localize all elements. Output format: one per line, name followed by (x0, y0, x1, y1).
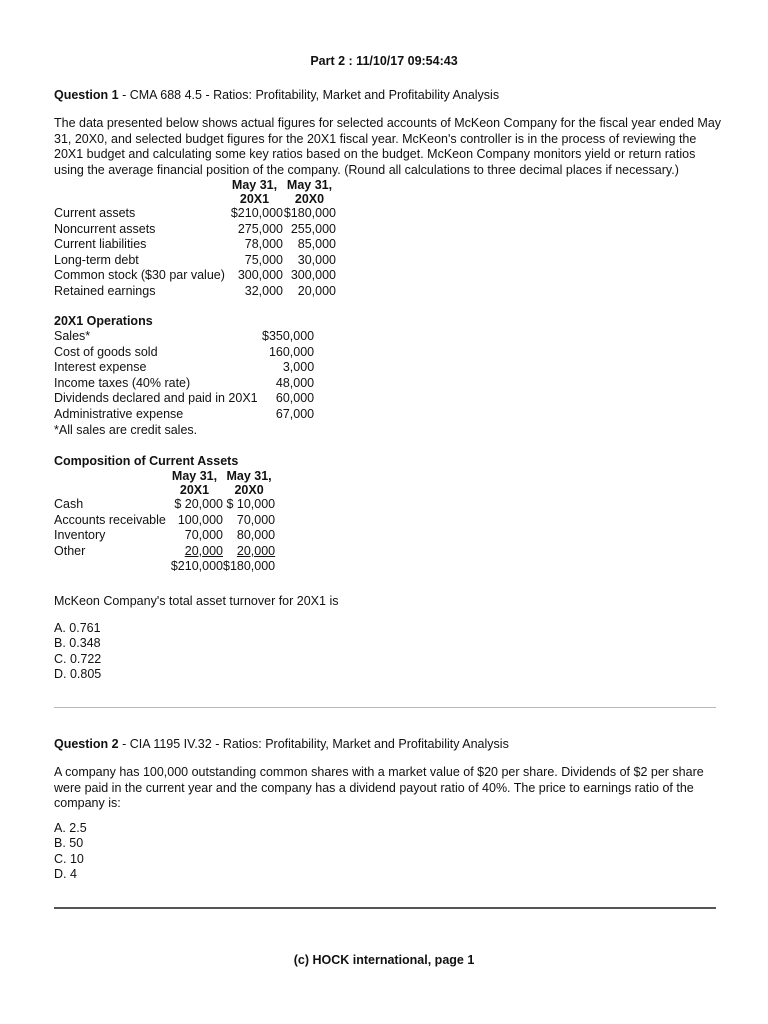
balance-col2-header-2: 20X0 (294, 192, 325, 206)
row-value-20x0: $ 10,000 (226, 497, 276, 511)
row-value: 67,000 (275, 406, 315, 421)
table-row (54, 376, 314, 392)
ops-title: 20X1 Operations (54, 314, 153, 328)
option-a: A. 0.761 (54, 621, 101, 635)
table-row (54, 237, 336, 253)
table-row (54, 528, 275, 544)
row-label: Cost of goods sold (54, 344, 158, 359)
row-label: Income taxes (40% rate) (54, 375, 191, 390)
table-row (54, 268, 336, 284)
total-20x0: $180,000 (223, 559, 276, 574)
row-value-20x0: 20,000 (297, 283, 336, 298)
row-label: Other (54, 543, 86, 558)
option-d: D. 0.805 (54, 667, 102, 682)
q2-source: - CIA 1195 IV.32 - Ratios: Profitability, Market and Profitability Analysis (118, 737, 509, 751)
table-row (54, 407, 314, 423)
table-row (54, 391, 314, 407)
row-value-20x0: 20,000 (236, 543, 276, 558)
table-row (54, 345, 314, 361)
row-label: Common stock ($30 par value) (54, 268, 225, 283)
table-row (54, 206, 336, 222)
row-value-20x0: 85,000 (297, 237, 336, 252)
balance-col1-header-2: 20X1 (239, 192, 270, 206)
total-20x1: $210,000 (170, 559, 223, 574)
q1-options (54, 621, 101, 683)
row-label: Long-term debt (54, 252, 139, 267)
balance-table (54, 178, 336, 300)
q2-label: Question 2 (54, 737, 119, 751)
row-label: Accounts receivable (54, 512, 166, 527)
q1-question: McKeon Company's total asset turnover for 20X1 is (54, 594, 339, 608)
row-label: Retained earnings (54, 283, 156, 298)
row-value: 3,000 (282, 360, 315, 375)
row-value-20x0: $180,000 (283, 206, 336, 220)
row-value-20x1: 275,000 (237, 221, 283, 236)
row-value-20x1: 20,000 (184, 543, 223, 558)
table-row (54, 253, 336, 269)
row-label: Sales* (54, 329, 91, 343)
balance-col2-header-1: May 31, (286, 178, 333, 192)
table-row (54, 284, 336, 300)
row-label: Current assets (54, 206, 136, 220)
q2-options (54, 821, 87, 883)
page-footer: (c) HOCK international, page 1 (293, 953, 475, 967)
table-row (54, 559, 275, 575)
row-value: 160,000 (268, 344, 315, 359)
row-label: Inventory (54, 528, 106, 543)
table-row (54, 360, 314, 376)
option-d: D. 4 (54, 867, 77, 882)
row-value: $350,000 (262, 329, 315, 343)
page-header: Part 2 : 11/10/17 09:54:43 (310, 54, 458, 68)
composition-col1-header-1: May 31, (171, 469, 218, 483)
option-b: B. 50 (54, 836, 84, 851)
composition-table (54, 469, 275, 575)
row-value-20x0: 70,000 (236, 512, 276, 527)
row-value-20x1: 32,000 (244, 283, 283, 298)
row-label: Dividends declared and paid in 20X1 (54, 391, 258, 406)
option-a: A. 2.5 (54, 821, 87, 835)
option-c: C. 0.722 (54, 651, 102, 666)
option-b: B. 0.348 (54, 636, 101, 651)
row-value-20x0: 300,000 (290, 268, 336, 283)
q2-heading (54, 737, 509, 751)
row-value-20x1: 70,000 (184, 528, 223, 543)
row-label: Administrative expense (54, 406, 184, 421)
q1-label: Question 1 (54, 88, 119, 102)
divider (54, 907, 716, 909)
row-label: Noncurrent assets (54, 221, 156, 236)
row-value-20x0: 255,000 (290, 221, 336, 236)
composition-col2-header-1: May 31, (226, 469, 272, 483)
row-value-20x1: 75,000 (244, 252, 283, 267)
q2-text: A company has 100,000 outstanding common shares with a market value of $20 per share. Dividends of $2 per share were paid in the current year and the company has a dividend payout ratio of 40%. The price to earnings ratio of the company is: (54, 765, 704, 810)
row-value-20x0: 30,000 (297, 252, 336, 267)
divider (54, 707, 716, 708)
balance-col1-header-1: May 31, (231, 178, 278, 192)
row-value-20x1: 78,000 (244, 237, 283, 252)
row-value-20x1: 300,000 (237, 268, 283, 283)
row-value-20x0: 80,000 (236, 528, 276, 543)
table-row (54, 423, 314, 439)
row-value-20x1: $ 20,000 (174, 497, 223, 511)
table-row (54, 513, 275, 529)
table-row (54, 329, 314, 345)
row-label: Interest expense (54, 360, 147, 375)
table-row (54, 222, 336, 238)
q1-source: - CMA 688 4.5 - Ratios: Profitability, Market and Profitability Analysis (118, 88, 500, 102)
composition-col2-header-2: 20X0 (234, 483, 264, 497)
row-value: 48,000 (275, 375, 315, 390)
row-value-20x1: 100,000 (177, 512, 223, 527)
composition-col1-header-2: 20X1 (179, 483, 210, 497)
row-value: 60,000 (275, 391, 315, 406)
table-row (54, 544, 275, 560)
ops-footnote: *All sales are credit sales. (54, 422, 198, 437)
option-c: C. 10 (54, 851, 84, 866)
table-row (54, 497, 275, 513)
row-value-20x1: $210,000 (230, 206, 283, 220)
row-label: Cash (54, 497, 84, 511)
q1-heading (54, 88, 499, 102)
row-label: Current liabilities (54, 237, 147, 252)
q1-intro: The data presented below shows actual figures for selected accounts of McKeon Company for the fiscal year ended May 31, 20X0, and selected budget figures for the 20X1 fiscal year. McKeon's controller is in the process of reviewing the 20X1 budget and calculating some key ratios based on the budget. McKeon Company monitors yield or return ratios using the average financial position of the company. (Round all calculations to three decimal places if necessary.) (54, 116, 722, 177)
composition-title: Composition of Current Assets (54, 454, 239, 468)
operations-table (54, 329, 314, 438)
